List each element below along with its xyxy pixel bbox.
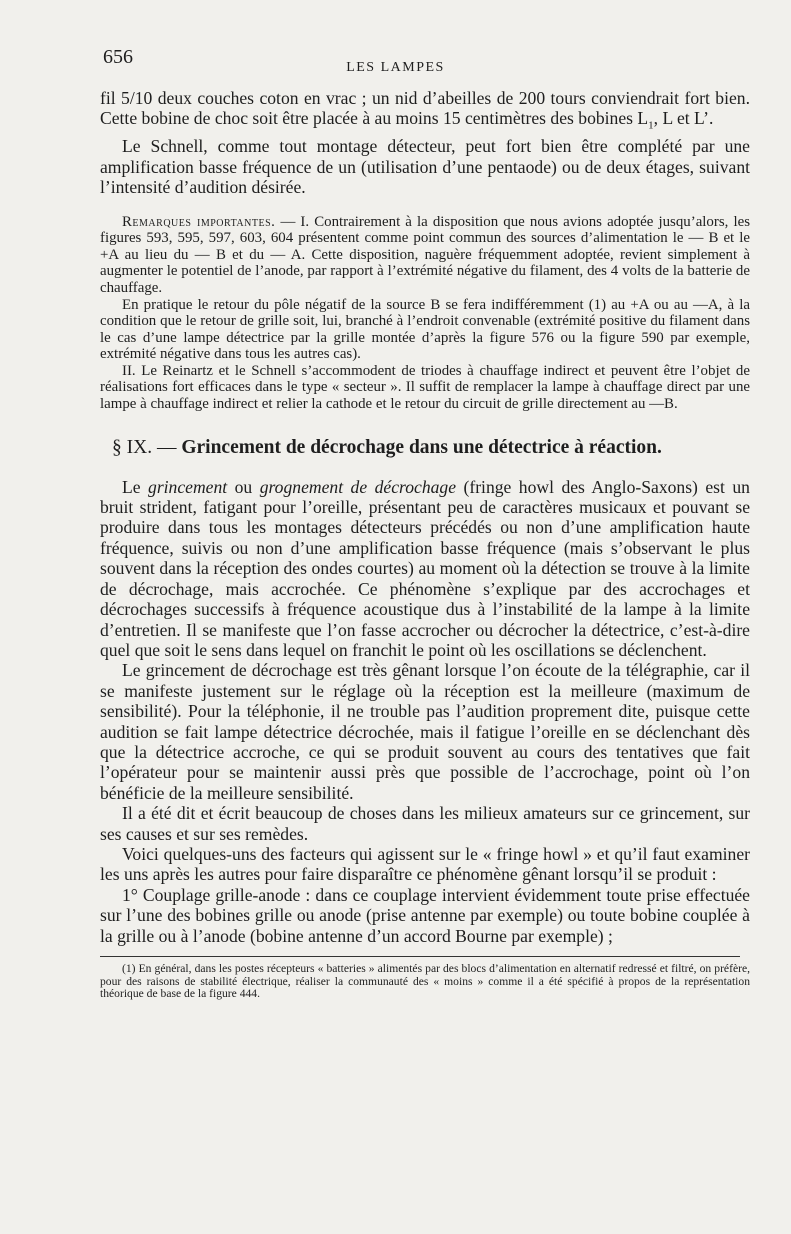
paragraph-5: 1° Couplage grille-anode : dans ce couplage intervient évidemment toute prise effectuée sur l’une des bobines grille ou anode (prise antenne par exemple) ou toute bobine couplée à la grille ou à l’anode (bobine antenne d’un accord Bourne par exemple) ; (100, 884, 750, 946)
remarks-paragraph-3: II. Le Reinartz et le Schnell s’accommodent de triodes à chauffage indirect et peuvent être l’objet de réalisations fort efficaces dans le type « secteur ». Il suffit de remplacer la lampe à chauffage direct par une lampe à chauffage indirect et relier la cathode et le retour du circuit de grille directement au —B. (100, 362, 750, 413)
section-number: § IX. — (112, 436, 177, 458)
footnote-rule (100, 956, 740, 957)
footnote-text: (1) En général, dans les postes récepteurs « batteries » alimentés par des blocs d’alimentation en alternatif redressé et filtré, on préfère, pour des raisons de stabilité électrique, réaliser la communauté des « moins » comme il a été spécifié à propos de la représentation théorique de base de la figure 444. (100, 962, 750, 1001)
paragraph-3: Il a été dit et écrit beaucoup de choses dans les milieux amateurs sur ce grincement, sur ses causes et sur ses remèdes. (100, 803, 750, 844)
remarks-block (100, 214, 750, 413)
section-title: Grincement de décrochage dans une détectrice à réaction. (181, 436, 662, 458)
page-body (100, 88, 750, 1001)
footnote (100, 963, 750, 1001)
remarks-label: Remarques importantes. (122, 213, 276, 230)
section-heading (112, 437, 750, 459)
remarks-paragraph-1: Remarques importantes. — I. Contrairement à la disposition que nous avions adoptée jusqu’alors, les figures 593, 595, 597, 603, 604 présentent comme point commun des sources d’alimentation le — B et le +A au lieu du — B et du — A. Cette disposition, naguère fréquemment adoptée, revient simplement à augmenter le potentiel de l’anode, par rapport à l’extrémité négative du filament, des 4 volts de la batterie de chauffage. (100, 213, 750, 296)
main-text (100, 477, 750, 946)
paragraph-1: Le grincement ou grognement de décrochage (fringe howl des Anglo-Saxons) est un bruit strident, fatigant pour l’oreille, présentant peu de caractères musicaux et pouvant se produire dans tous les montages détecteurs précédés ou non d’une amplification haute fréquence, suivis ou non d’une amplification basse fréquence (mais s’observant le plus souvent dans la réception des ondes courtes) au moment où la détection se trouve à la limite de décrochage, mais accrochée. Ce phénomène s’explique par des accrochages et décrochages successifs à fréquence acoustique dus à l’instabilité de la lampe à la limite d’entretien. Il se manifeste que l’on fasse accrocher ou décrocher la détectrice, c’est-à-dire quel que soit le sens dans lequel on franchit le point où les oscillations se déclenchent. (100, 476, 750, 660)
remarks-paragraph-2: En pratique le retour du pôle négatif de la source B se fera indifféremment (1) au +A ou au —A, à la condition que le retour de grille soit, lui, branché à l’endroit convenable (extrémité positive du filament dans le cas d’une lampe détectrice par la grille montée d’après la figure 576 ou la figure 590 par exemple, extrémité négative dans tous les autres cas). (100, 296, 750, 363)
intro-paragraph-1: fil 5/10 deux couches coton en vrac ; un nid d’abeilles de 200 tours conviendrait fort bien. Cette bobine de choc soit être placée à au moins 15 centimètres des bobines $L_1$, L et L’. (100, 88, 750, 132)
running-title: LES LAMPES (346, 60, 445, 75)
paragraph-4: Voici quelques-uns des facteurs qui agissent sur le « fringe howl » et qu’il faut examiner les uns après les autres pour faire disparaître ce phénomène gênant lorsqu’il se produit : (100, 843, 750, 885)
page-number: 656 (103, 46, 133, 68)
intro-block (100, 88, 750, 198)
paragraph-2: Le grincement de décrochage est très gênant lorsque l’on écoute de la télégraphie, car il se manifeste justement sur le réglage où la réception est la meilleure (maximum de sensibilité). Pour la téléphonie, il ne trouble pas l’audition proprement dite, puisque cette audition se fait lampe détectrice décrochée, mais il fatigue l’oreille en se déclenchant dès que la détectrice accroche, ce qui se produit souvent au cours des tentatives que fait l’opérateur pour se maintenir aussi près que possible de l’accrochage, point où l’on bénéficie de la meilleure sensibilité. (100, 660, 750, 803)
intro-paragraph-2: Le Schnell, comme tout montage détecteur, peut fort bien être complété par une amplification basse fréquence de un (utilisation d’une pentaode) ou de deux étages, suivant l’intensité d’audition désirée. (100, 136, 750, 198)
